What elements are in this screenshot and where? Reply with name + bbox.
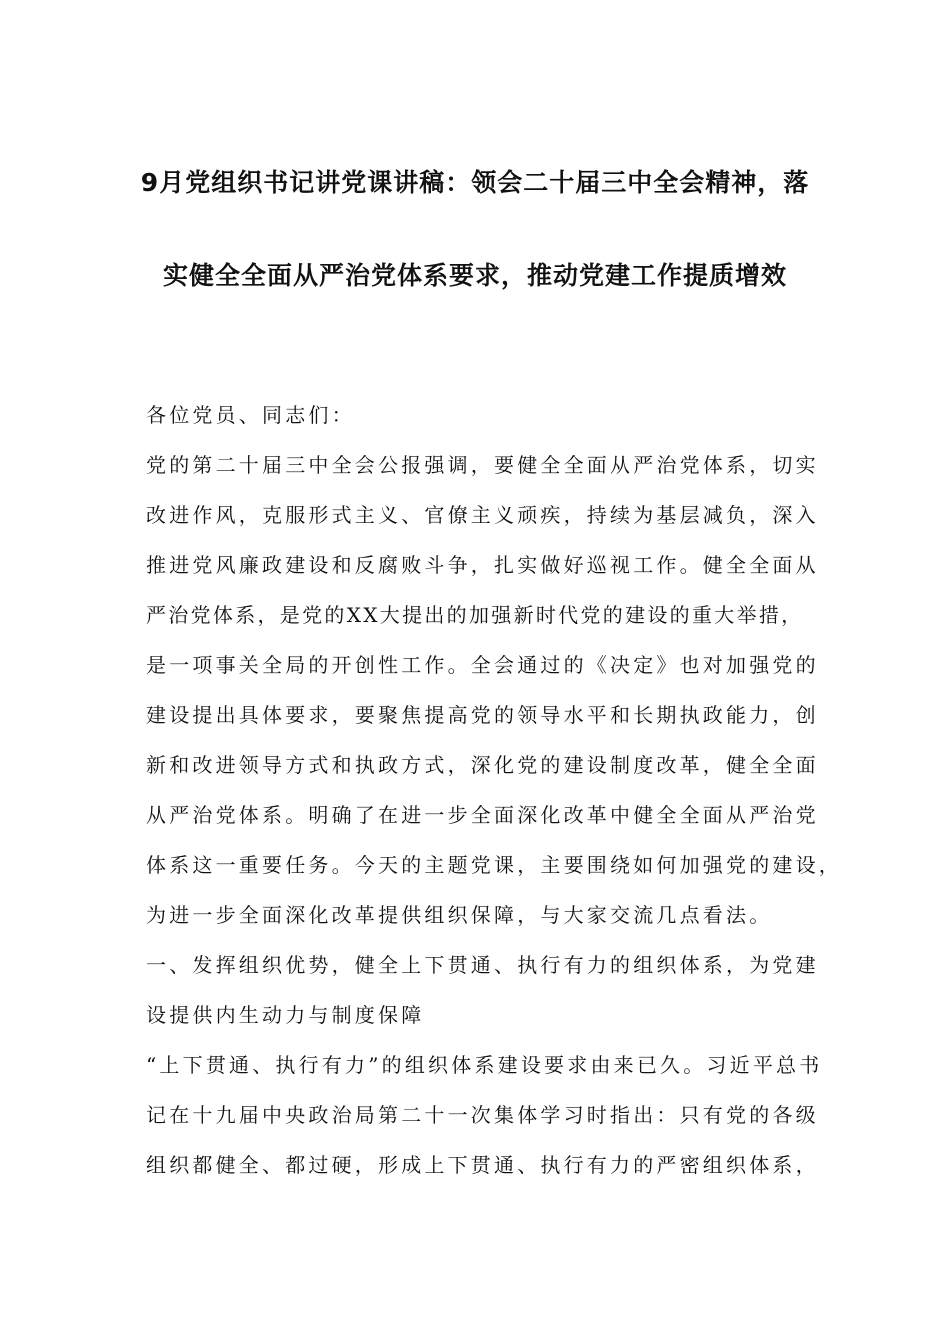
salutation: 各位党员、同志们： [146,403,355,427]
paragraph-line: 从严治党体系。明确了在进一步全面深化改革中健全全面从严治党 [146,803,819,827]
paragraph-line: 为进一步全面深化改革提供组织保障，与大家交流几点看法。 [146,903,773,927]
paragraph-line: 建设提出具体要求，要聚焦提高党的领导水平和长期执政能力，创 [146,703,819,727]
section-heading-line: 设提供内生动力与制度保障 [146,1003,425,1027]
paragraph-line: 体系这一重要任务。今天的主题党课，主要围绕如何加强党的建设， [146,853,842,877]
paragraph-line: 记在十九届中央政治局第二十一次集体学习时指出：只有党的各级 [146,1103,819,1127]
paragraph-line: 党的第二十届三中全会公报强调，要健全全面从严治党体系，切实 [146,453,819,477]
paragraph-line: 是一项事关全局的开创性工作。全会通过的《决定》也对加强党的 [146,653,819,677]
paragraph-line: 严治党体系，是党的XX大提出的加强新时代党的建设的重大举措， [146,603,804,627]
paragraph-line: “上下贯通、执行有力”的组织体系建设要求由来已久。习近平总书 [146,1053,823,1077]
paragraph-line: 新和改进领导方式和执政方式，深化党的建设制度改革，健全全面 [146,753,819,777]
document-title-line-1: 9月党组织书记讲党课讲稿：领会二十届三中全会精神，落 [140,168,810,197]
document-body [146,400,842,1200]
paragraph-line: 组织都健全、都过硬，形成上下贯通、执行有力的严密组织体系， [146,1153,819,1177]
section-heading-line: 一、发挥组织优势，健全上下贯通、执行有力的组织体系，为党建 [146,953,819,977]
paragraph-line: 推进党风廉政建设和反腐败斗争，扎实做好巡视工作。健全全面从 [146,553,819,577]
paragraph-line: 改进作风，克服形式主义、官僚主义顽疾，持续为基层减负，深入 [146,503,819,527]
document-title-line-2: 实健全全面从严治党体系要求，推动党建工作提质增效 [162,261,787,290]
